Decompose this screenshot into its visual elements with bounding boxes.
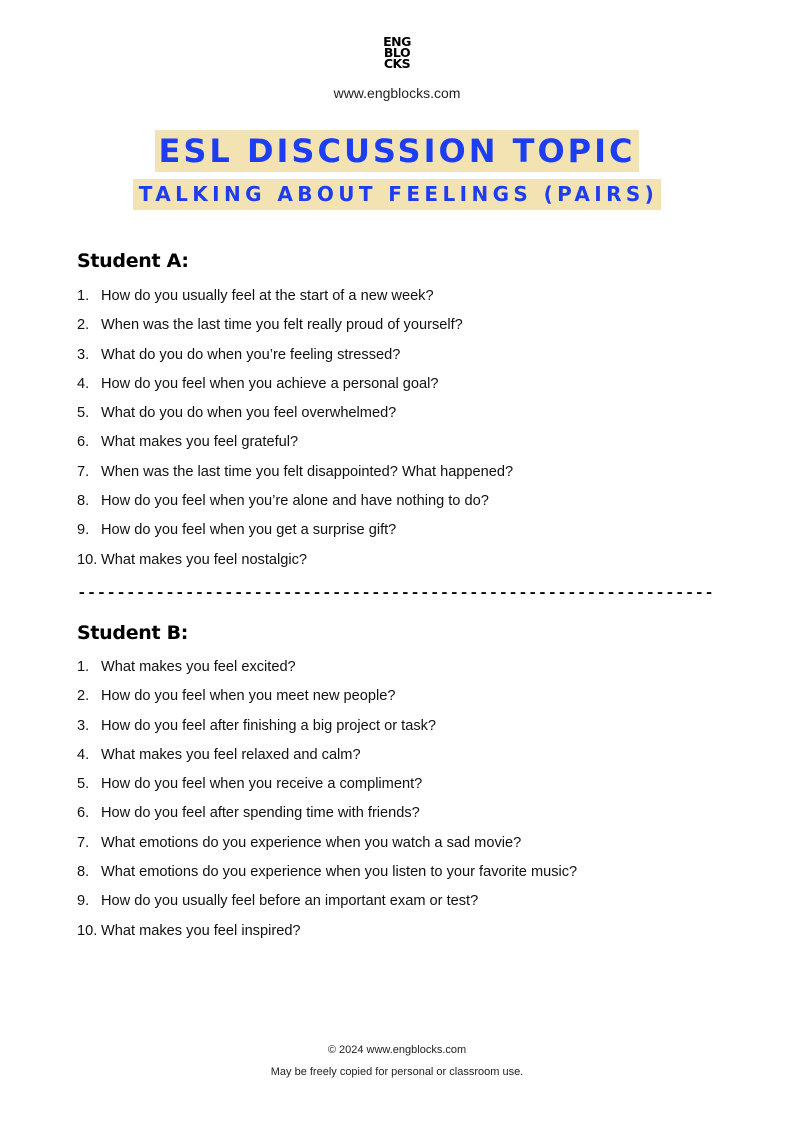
logo-line: BLO [383, 45, 411, 60]
question-number: 5. [77, 776, 90, 793]
question-item [77, 341, 737, 370]
question-item [77, 458, 737, 487]
question-item [77, 712, 737, 741]
question-number: 7. [77, 834, 90, 851]
question-text: How do you feel when you meet new people? [101, 688, 396, 705]
question-text: What makes you feel grateful? [101, 434, 299, 451]
subtitle-container [0, 179, 794, 210]
question-number: 6. [77, 434, 90, 451]
question-text: What emotions do you experience when you listen to your favorite music? [101, 864, 578, 881]
footer-copyright: © 2024 www.engblocks.com [327, 1044, 467, 1056]
question-text: How do you feel after finishing a big project or task? [101, 717, 437, 734]
question-number: 7. [77, 463, 90, 480]
question-number: 10. [77, 551, 98, 568]
question-item [77, 399, 737, 428]
question-item [77, 799, 737, 828]
engblocks-logo [0, 36, 794, 69]
question-number: 8. [77, 493, 90, 510]
question-number: 1. [77, 659, 90, 675]
question-item [77, 858, 737, 887]
question-item [77, 311, 737, 340]
question-item [77, 546, 737, 575]
question-number: 9. [77, 893, 90, 910]
page-subtitle: TALKING ABOUT FEELINGS (PAIRS) [133, 179, 661, 210]
question-text: What makes you feel excited? [101, 659, 296, 675]
student-a-heading: Student A: [77, 250, 189, 272]
question-item [77, 917, 737, 946]
question-item [77, 653, 737, 682]
question-number: 3. [77, 346, 90, 363]
question-number: 2. [77, 317, 90, 334]
question-number: 2. [77, 688, 90, 705]
question-item [77, 682, 737, 711]
question-item [77, 370, 737, 399]
question-number: 3. [77, 717, 90, 734]
question-text: How do you usually feel before an important exam or test? [101, 893, 479, 910]
student-b-question-list [77, 653, 737, 946]
student-b-heading: Student B: [77, 622, 189, 644]
question-text: How do you feel when you’re alone and have nothing to do? [101, 493, 489, 510]
question-text: How do you feel when you receive a compliment? [101, 776, 423, 793]
question-text: What emotions do you experience when you watch a sad movie? [101, 834, 522, 851]
question-text: What makes you feel relaxed and calm? [101, 746, 361, 763]
question-number: 5. [77, 405, 90, 422]
question-item [77, 282, 737, 311]
section-divider: ----------------------------------------------------------------- [77, 584, 715, 602]
question-item [77, 887, 737, 916]
question-item [77, 487, 737, 516]
footer-notice: May be freely copied for personal or classroom use. [270, 1066, 524, 1078]
student-a-question-list [77, 282, 737, 575]
question-item [77, 516, 737, 545]
question-text: What makes you feel inspired? [101, 922, 301, 939]
question-text: When was the last time you felt really proud of yourself? [101, 317, 463, 334]
question-text: What do you do when you feel overwhelmed? [101, 405, 397, 422]
question-text: How do you feel after spending time with friends? [101, 805, 420, 822]
question-item [77, 829, 737, 858]
question-item [77, 770, 737, 799]
logo-line: CKS [383, 56, 411, 71]
page-title: ESL DISCUSSION TOPIC [155, 130, 640, 172]
question-number: 6. [77, 805, 90, 822]
question-number: 1. [77, 288, 90, 304]
question-number: 4. [77, 746, 90, 763]
question-number: 10. [77, 922, 98, 939]
question-text: What do you do when you’re feeling stressed? [101, 346, 401, 363]
question-text: How do you usually feel at the start of a new week? [101, 288, 434, 304]
question-number: 4. [77, 375, 90, 392]
question-number: 9. [77, 522, 90, 539]
question-text: How do you feel when you achieve a personal goal? [101, 375, 439, 392]
question-item [77, 428, 737, 457]
title-container [0, 130, 794, 172]
logo-line: ENG [383, 34, 411, 49]
question-number: 8. [77, 864, 90, 881]
question-text: How do you feel when you get a surprise gift? [101, 522, 397, 539]
question-text: What makes you feel nostalgic? [101, 551, 308, 568]
site-url: www.engblocks.com [333, 85, 461, 101]
question-item [77, 741, 737, 770]
question-text: When was the last time you felt disappointed? What happened? [101, 463, 514, 480]
